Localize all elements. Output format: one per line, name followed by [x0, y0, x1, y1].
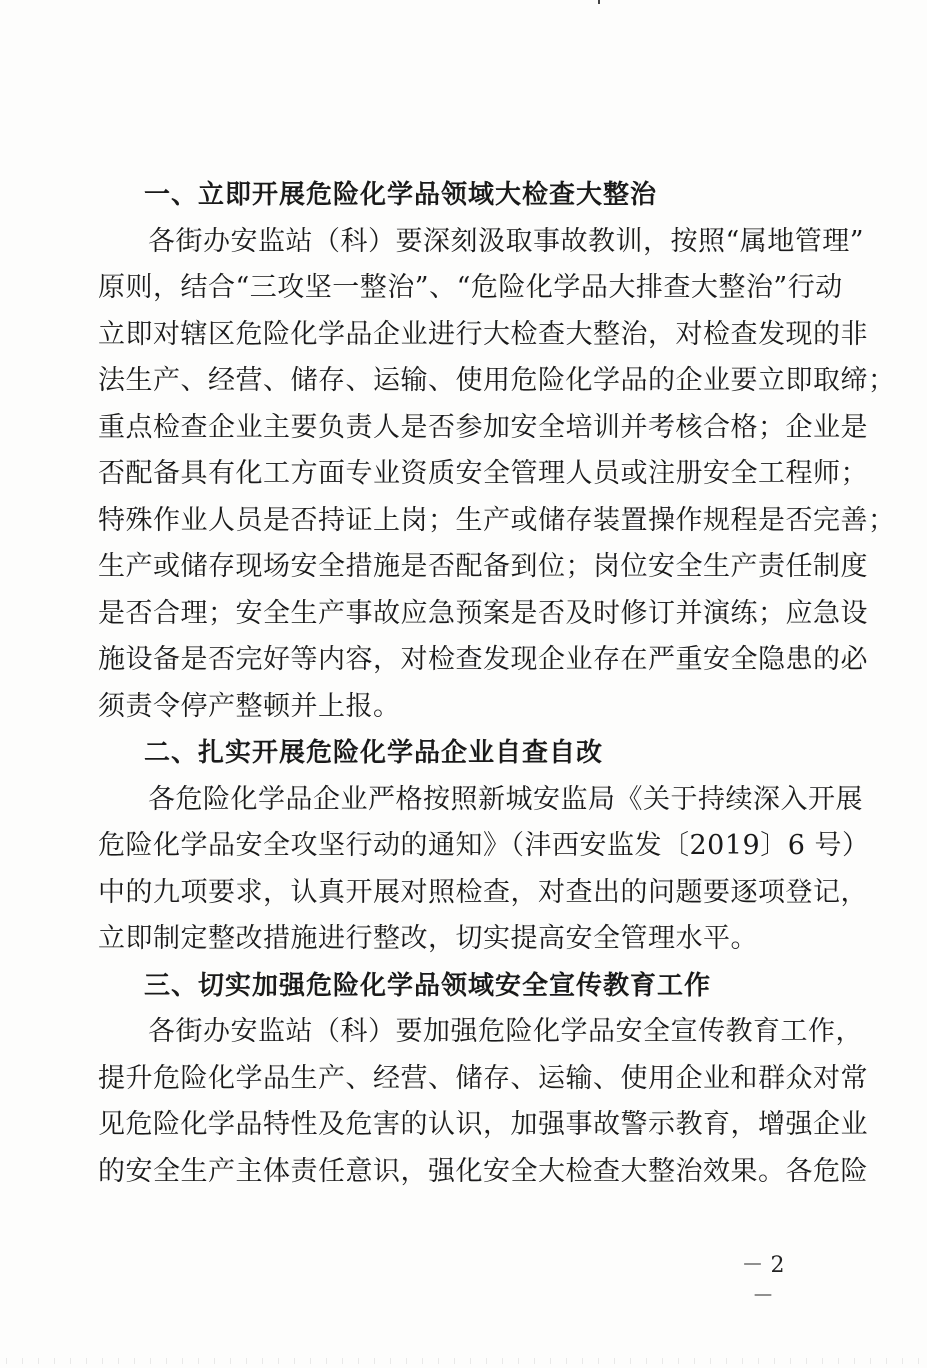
paragraph-line: 否配备具有化工方面专业资质安全管理人员或注册安全工程师；: [98, 458, 868, 489]
paragraph-line: 须责令停产整顿并上报。: [98, 690, 401, 722]
scan-mark: [598, 0, 600, 4]
paragraph-line: 立即制定整改措施进行整改，切实提高安全管理水平。: [98, 923, 758, 954]
section-heading-3: 三、切实加强危险化学品领域安全宣传教育工作: [144, 970, 712, 1001]
paragraph-line: 法生产、经营、储存、运输、使用危险化学品的企业要立即取缔；: [98, 365, 896, 396]
paragraph-line: 重点检查企业主要负责人是否参加安全培训并考核合格；企业是: [98, 411, 868, 443]
section-heading-1: 一、立即开展危险化学品领域大检查大整治: [144, 180, 658, 210]
paragraph-line: 原则，结合“三攻坚一整治”、“危险化学品大排查大整治”行动: [98, 272, 843, 303]
paragraph-line: 是否合理；安全生产事故应急预案是否及时修订并演练；应急设: [98, 597, 868, 629]
document-body: [98, 172, 896, 1195]
paragraph-line: 中的九项要求，认真开展对照检查，对查出的问题要逐项登记，: [98, 876, 868, 908]
paragraph-line: 施设备是否完好等内容，对检查发现企业存在严重安全隐患的必: [98, 644, 868, 675]
paragraph-line: 各危险化学品企业严格按照新城安监局《关于持续深入开展: [148, 783, 863, 815]
paragraph-line: 各街办安监站（科）要深刻汲取事故教训，按照“属地管理”: [148, 225, 865, 257]
paragraph-line: 特殊作业人员是否持证上岗；生产或储存装置操作规程是否完善；: [98, 504, 896, 536]
scan-noise: [0, 1358, 927, 1364]
paragraph-line: 立即对辖区危险化学品企业进行大检查大整治，对检查发现的非: [98, 318, 868, 350]
paragraph-line: 见危险化学品特性及危害的认识，加强事故警示教育，增强企业: [98, 1109, 868, 1140]
paragraph-line: 的安全生产主体责任意识，强化安全大检查大整治效果。各危险: [98, 1155, 868, 1187]
paragraph-line: 各街办安监站（科）要加强危险化学品安全宣传教育工作，: [148, 1016, 863, 1047]
paragraph-line: 提升危险化学品生产、经营、储存、运输、使用企业和群众对常: [98, 1062, 868, 1094]
paragraph-line: 危险化学品安全攻坚行动的通知》（沣西安监发〔2019〕6 号）: [98, 830, 870, 861]
page-number: － 2 －: [741, 1253, 785, 1309]
section-heading-2: 二、扎实开展危险化学品企业自查自改: [144, 738, 604, 768]
paragraph-line: 生产或储存现场安全措施是否配备到位；岗位安全生产责任制度: [98, 551, 868, 582]
